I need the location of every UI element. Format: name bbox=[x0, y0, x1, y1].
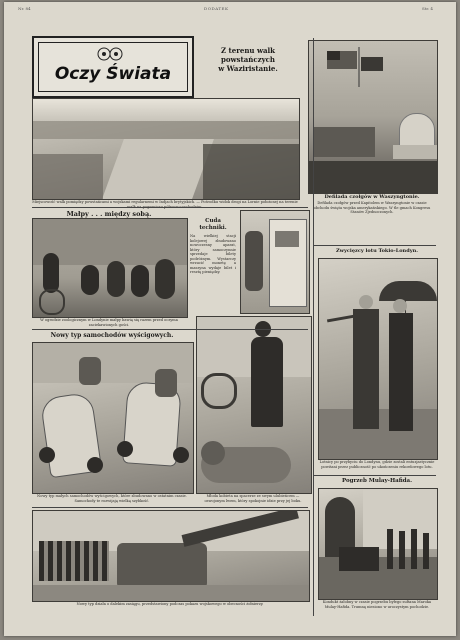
divider-rule bbox=[32, 207, 308, 208]
cannon-photo bbox=[32, 510, 310, 602]
waziristan-title: Z terenu walk powstańczych w Waziristanie. bbox=[218, 46, 278, 73]
masthead-title: Oczy Świata bbox=[54, 64, 172, 84]
parade-photo bbox=[308, 40, 438, 194]
tech-title: Cuda techniki. bbox=[199, 218, 227, 231]
flight-caption: Lotnicy po przybyciu do Londynu, gdzie zostali entuzjastycznie powitani przez publiczność po ukończeniu rekordowego lotu. bbox=[319, 460, 435, 469]
flag-icon bbox=[325, 47, 385, 87]
cannon-caption: Nowy typ działa o dalekim zasięgu, przedstawiony podczas pokazu wojskowego w obecności żołnierzy. bbox=[76, 602, 264, 606]
masthead-box bbox=[32, 36, 194, 98]
flight-title: Zwycięzcy lotu Tokio-Londyn. bbox=[336, 248, 418, 254]
lion-caption: Młoda kobieta na spacerze ze swym ulubieńcem — oswojonym lwem, który spokojnie idzie przy jej boku. bbox=[204, 494, 302, 503]
parade-title: Defilada czołgów w Waszyngtonie. bbox=[324, 194, 420, 200]
funeral-photo bbox=[318, 488, 438, 600]
funeral-title: Pogrzeb Mulay-Hafida. bbox=[341, 478, 413, 484]
monkeys-caption: W ogrodzie zoologicznym w Londynie małpy bawią się razem przed oczyma zaciekawionych gości. bbox=[40, 318, 178, 327]
ticket-machine-photo bbox=[240, 210, 310, 314]
monkeys-title: Małpy . . . między sobą. bbox=[66, 210, 152, 218]
header-left: Nr. 84 bbox=[18, 6, 31, 11]
racecars-photo bbox=[32, 342, 194, 494]
column-rule bbox=[313, 38, 314, 616]
header-right: Str. 4 bbox=[422, 6, 433, 11]
lion-photo bbox=[196, 316, 312, 494]
divider-rule bbox=[32, 507, 308, 508]
divider-rule bbox=[314, 475, 436, 476]
tech-body: Na wielkiej stacji kolejowej zbudowano nowoczesny aparat, który samoczynnie sprzedaje bilety podróżnym. Wystarczy wrzucić monetę a maszyna wydaje bilet i resztę pieniędzy. bbox=[190, 234, 236, 274]
racecars-title: Nowy typ samochodów wyścigowych. bbox=[50, 332, 174, 339]
waziristan-caption: Miejscowość walk pomiędzy powstańcami a wojskami regularnemi w Indjach brytyjskich. — Pośrodku widok drogi na Lornie położonej na terenie bbox=[32, 200, 298, 204]
flight-photo bbox=[318, 258, 438, 460]
waziristan-photo bbox=[32, 98, 300, 200]
header-center: DODATEK bbox=[204, 6, 229, 11]
newspaper-page bbox=[4, 2, 456, 636]
eye-logo-icon bbox=[90, 44, 130, 64]
divider-rule bbox=[314, 245, 436, 246]
racecars-caption: Nowy typ małych samochodów wyścigowych, które zbudowano w ostatnim czasie. Samochody te rozwijają wielką szybkość. bbox=[37, 494, 187, 503]
parade-caption: Defilada czołgów przed Kapitolem w Waszyngtonie w czasie obchodu święta wojska amerykańskiego. W tle gmach Kongresu Stanów Zjednoczonych. bbox=[313, 201, 431, 214]
divider-rule bbox=[32, 329, 308, 330]
monkeys-photo bbox=[32, 218, 188, 318]
funeral-caption: Kondukt żałobny w czasie pogrzebu byłego sułtana Maroka Mulay-Hafida. Trumnę niesiono w uroczystym pochodzie. bbox=[322, 600, 432, 609]
